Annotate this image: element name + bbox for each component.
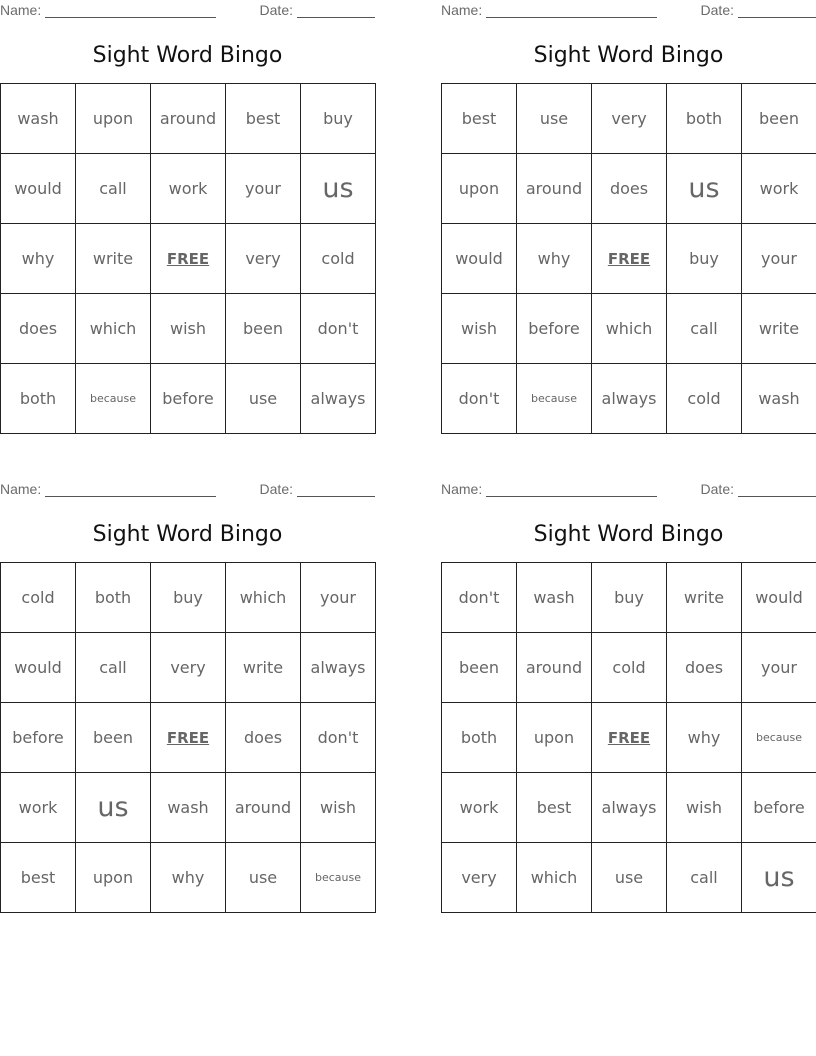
bingo-cell: call <box>667 294 742 364</box>
bingo-cell: why <box>1 224 76 294</box>
bingo-row <box>442 294 816 364</box>
bingo-cell: because <box>301 843 376 913</box>
name-field <box>0 481 216 497</box>
name-date-row <box>441 0 816 20</box>
bingo-cell: upon <box>76 843 151 913</box>
bingo-cell: us <box>76 773 151 843</box>
bingo-cell: before <box>1 703 76 773</box>
bingo-cell: best <box>442 84 517 154</box>
bingo-cell: both <box>1 364 76 434</box>
bingo-cell: wash <box>151 773 226 843</box>
bingo-grid <box>441 83 816 434</box>
bingo-cell: wish <box>151 294 226 364</box>
bingo-cell: always <box>301 364 376 434</box>
bingo-cell: don't <box>442 364 517 434</box>
bingo-row <box>442 633 816 703</box>
bingo-cell: write <box>76 224 151 294</box>
bingo-cell: buy <box>301 84 376 154</box>
bingo-cell: before <box>517 294 592 364</box>
free-space-cell: FREE <box>592 224 667 294</box>
name-blank-line[interactable] <box>45 3 216 18</box>
bingo-cell: don't <box>442 563 517 633</box>
bingo-cell: wish <box>442 294 517 364</box>
bingo-cell: don't <box>301 703 376 773</box>
bingo-grid <box>441 562 816 913</box>
bingo-cell: use <box>517 84 592 154</box>
bingo-cell: cold <box>592 633 667 703</box>
bingo-cell: work <box>742 154 816 224</box>
bingo-cell: call <box>76 154 151 224</box>
bingo-cell: both <box>667 84 742 154</box>
bingo-cell: wash <box>1 84 76 154</box>
name-label: Name: <box>0 2 42 18</box>
date-label: Date: <box>259 481 293 497</box>
date-field <box>701 2 816 18</box>
bingo-cell: very <box>442 843 517 913</box>
bingo-cell: wish <box>667 773 742 843</box>
bingo-cell: both <box>442 703 517 773</box>
bingo-cell: around <box>226 773 301 843</box>
bingo-cell: both <box>76 563 151 633</box>
bingo-cell: best <box>1 843 76 913</box>
bingo-cell: why <box>151 843 226 913</box>
bingo-row <box>1 224 376 294</box>
bingo-row <box>1 84 376 154</box>
bingo-row <box>1 563 376 633</box>
bingo-card-2 <box>441 0 816 408</box>
bingo-cell: would <box>442 224 517 294</box>
bingo-cell: buy <box>151 563 226 633</box>
bingo-cell: wash <box>517 563 592 633</box>
bingo-cell: very <box>592 84 667 154</box>
card-title: Sight Word Bingo <box>92 522 283 547</box>
bingo-cell: around <box>151 84 226 154</box>
bingo-row <box>442 84 816 154</box>
bingo-grid <box>0 562 376 913</box>
date-blank-line[interactable] <box>297 3 375 18</box>
date-label: Date: <box>700 2 734 18</box>
bingo-cell: upon <box>76 84 151 154</box>
card-title: Sight Word Bingo <box>533 522 724 547</box>
bingo-row <box>442 563 816 633</box>
bingo-row <box>1 843 376 913</box>
bingo-row <box>1 703 376 773</box>
bingo-cell: does <box>1 294 76 364</box>
bingo-cell: why <box>517 224 592 294</box>
date-blank-line[interactable] <box>738 482 816 497</box>
bingo-cell: been <box>442 633 517 703</box>
bingo-cell: why <box>667 703 742 773</box>
bingo-card-1 <box>0 0 375 408</box>
bingo-row <box>442 703 816 773</box>
name-label: Name: <box>441 2 483 18</box>
name-blank-line[interactable] <box>45 482 216 497</box>
bingo-row <box>442 843 816 913</box>
free-space-cell: FREE <box>151 703 226 773</box>
bingo-cell: always <box>592 773 667 843</box>
bingo-cell: which <box>226 563 301 633</box>
name-label: Name: <box>0 481 42 497</box>
bingo-cell: around <box>517 633 592 703</box>
bingo-cell: around <box>517 154 592 224</box>
bingo-row <box>1 773 376 843</box>
date-field <box>701 481 816 497</box>
bingo-cell: don't <box>301 294 376 364</box>
bingo-cell: does <box>667 633 742 703</box>
name-date-row <box>441 479 816 499</box>
bingo-cell: been <box>742 84 816 154</box>
bingo-cell: write <box>667 563 742 633</box>
bingo-row <box>442 773 816 843</box>
card-title: Sight Word Bingo <box>92 43 283 68</box>
bingo-cell: wash <box>742 364 816 434</box>
bingo-cell: because <box>742 703 816 773</box>
bingo-cell: been <box>76 703 151 773</box>
bingo-cell: us <box>742 843 816 913</box>
name-label: Name: <box>441 481 483 497</box>
date-blank-line[interactable] <box>297 482 375 497</box>
bingo-card-4 <box>441 479 816 893</box>
bingo-card-3 <box>0 479 375 887</box>
bingo-cell: does <box>226 703 301 773</box>
bingo-row <box>442 154 816 224</box>
bingo-cell: best <box>517 773 592 843</box>
name-field <box>441 2 657 18</box>
bingo-cell: work <box>1 773 76 843</box>
bingo-cell: been <box>226 294 301 364</box>
card-title: Sight Word Bingo <box>533 43 724 68</box>
bingo-cell: your <box>742 224 816 294</box>
bingo-cell: work <box>442 773 517 843</box>
bingo-cell: use <box>592 843 667 913</box>
bingo-cell: would <box>1 154 76 224</box>
bingo-cell: which <box>592 294 667 364</box>
bingo-cell: does <box>592 154 667 224</box>
free-space-cell: FREE <box>151 224 226 294</box>
bingo-row <box>1 294 376 364</box>
bingo-cell: use <box>226 364 301 434</box>
bingo-cell: because <box>517 364 592 434</box>
bingo-cell: work <box>151 154 226 224</box>
bingo-cell: cold <box>1 563 76 633</box>
date-field <box>260 2 375 18</box>
bingo-cell: very <box>151 633 226 703</box>
name-blank-line[interactable] <box>486 482 657 497</box>
bingo-cell: best <box>226 84 301 154</box>
date-blank-line[interactable] <box>738 3 816 18</box>
bingo-cell: write <box>742 294 816 364</box>
bingo-grid <box>0 83 376 434</box>
bingo-cell: cold <box>301 224 376 294</box>
bingo-cell: would <box>742 563 816 633</box>
name-field <box>441 481 657 497</box>
bingo-cell: buy <box>592 563 667 633</box>
bingo-row <box>442 364 816 434</box>
bingo-cell: which <box>517 843 592 913</box>
bingo-cell: would <box>1 633 76 703</box>
bingo-cell: your <box>301 563 376 633</box>
bingo-cell: before <box>742 773 816 843</box>
bingo-cell: upon <box>517 703 592 773</box>
name-blank-line[interactable] <box>486 3 657 18</box>
bingo-cell: your <box>742 633 816 703</box>
date-label: Date: <box>700 481 734 497</box>
bingo-cell: before <box>151 364 226 434</box>
bingo-cell: because <box>76 364 151 434</box>
bingo-cell: always <box>592 364 667 434</box>
bingo-row <box>442 224 816 294</box>
bingo-cell: upon <box>442 154 517 224</box>
bingo-cell: us <box>301 154 376 224</box>
bingo-cell: write <box>226 633 301 703</box>
bingo-cell: us <box>667 154 742 224</box>
bingo-cell: always <box>301 633 376 703</box>
bingo-cell: your <box>226 154 301 224</box>
bingo-cell: very <box>226 224 301 294</box>
bingo-cell: call <box>667 843 742 913</box>
bingo-cell: call <box>76 633 151 703</box>
bingo-row <box>1 364 376 434</box>
free-space-cell: FREE <box>592 703 667 773</box>
bingo-cell: use <box>226 843 301 913</box>
date-label: Date: <box>259 2 293 18</box>
bingo-cell: which <box>76 294 151 364</box>
bingo-cell: cold <box>667 364 742 434</box>
name-date-row <box>0 0 375 20</box>
bingo-row <box>1 633 376 703</box>
date-field <box>260 481 375 497</box>
bingo-cell: buy <box>667 224 742 294</box>
name-date-row <box>0 479 375 499</box>
name-field <box>0 2 216 18</box>
bingo-row <box>1 154 376 224</box>
bingo-cell: wish <box>301 773 376 843</box>
